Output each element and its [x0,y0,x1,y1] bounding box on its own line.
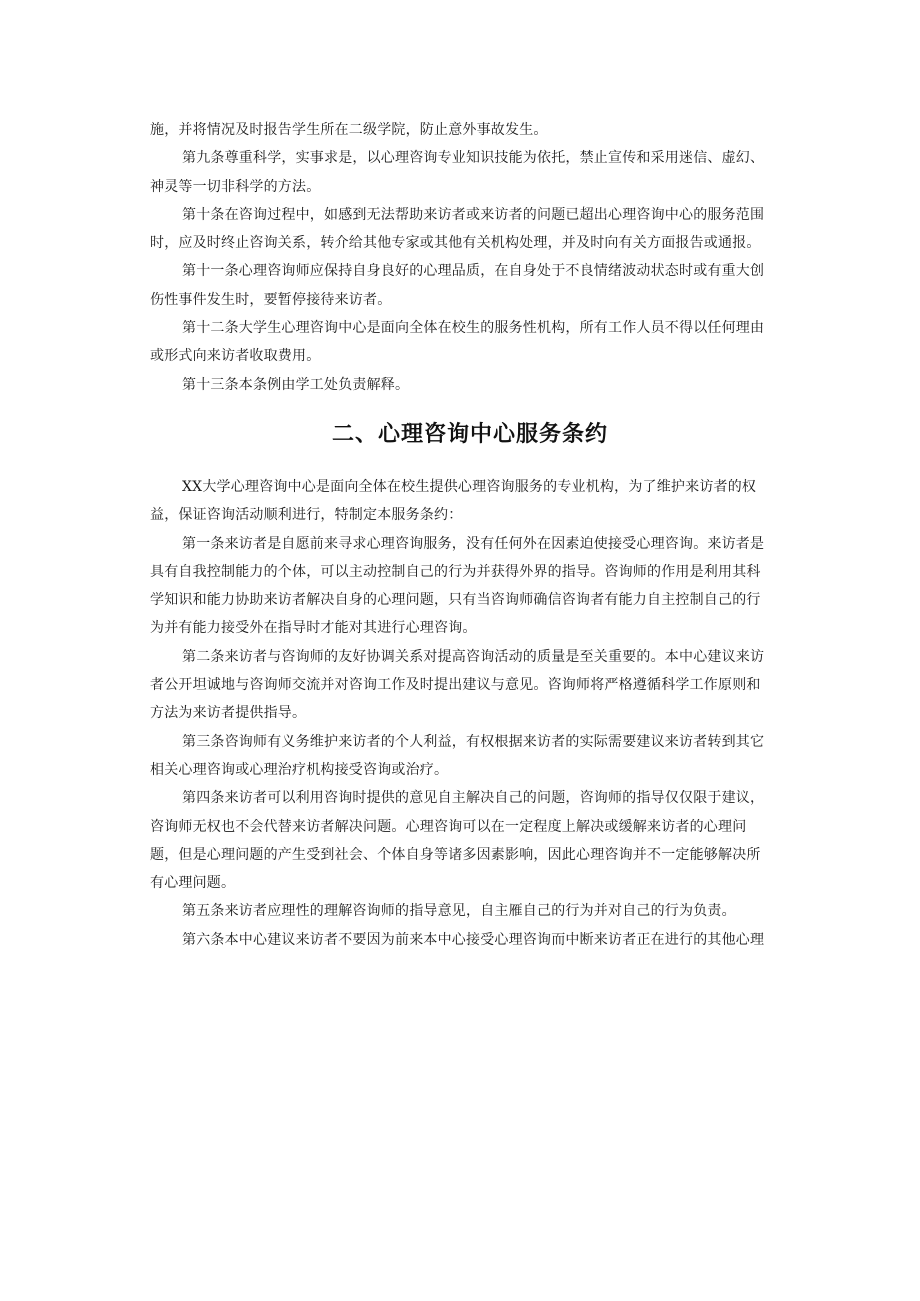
clause-3-line: 第三条咨询师有义务维护来访者的个人利益，有权根据来访者的实际需要建议来访者转到其它 [182,733,765,750]
clause-4-line: 题，但是心理问题的产生受到社会、个体自身等诸多因素影响，因此心理咨询并不一定能够解决所 [150,846,761,863]
clause-5-line: 第五条来访者应理性的理解咨询师的指导意见，自主雁自己的行为并对自己的行为负责。 [182,903,736,920]
article-12-line: 或形式向来访者收取费用。 [150,348,321,365]
article-11-line: 伤性事件发生时，要暂停接待来访者。 [150,291,392,308]
section-heading: 二、心理咨询中心服务条约 [331,421,608,447]
article-9-line: 神灵等一切非科学的方法。 [150,178,321,195]
clause-2-line: 方法为来访者提供指导。 [150,705,307,722]
clause-4-line: 咨询师无权也不会代替来访者解决问题。心理咨询可以在一定程度上解决或缓解来访者的心理问 [150,818,747,835]
clause-2-line: 第二条来访者与咨询师的友好协调关系对提高咨询活动的质量是至关重要的。本中心建议来访 [182,648,765,665]
clause-6-line: 第六条本中心建议来访者不要因为前来本中心接受心理咨询而中断来访者正在进行的其他心理 [182,931,765,948]
clause-1-line: 具有自我控制能力的个体，可以主动控制自己的行为并获得外界的指导。咨询师的作用是利用其科 [150,563,761,580]
clause-4-line: 第四条来访者可以利用咨询时提供的意见自主解决自己的问题，咨询师的指导仅仅限于建议， [182,790,765,807]
clause-4-line: 有心理问题。 [150,875,236,892]
paragraph-line: 施，并将情况及时报告学生所在二级学院，防止意外事故发生。 [150,122,548,138]
clause-1-line: 为并有能力接受外在指导时才能对其进行心理咨询。 [150,620,477,637]
intro-line: XX大学心理咨询中心是面向全体在校生提供心理咨询服务的专业机构，为了维护来访者的权 [182,478,757,495]
article-9-line: 第九条尊重科学，实事求是，以心理咨询专业知识技能为依托，禁止宣传和采用迷信、虚幻、 [182,150,765,167]
clause-1-line: 第一条来访者是自愿前来寻求心理咨询服务，没有任何外在因素迫使接受心理咨询。来访者是 [182,535,765,552]
clause-3-line: 相关心理咨询或心理治疗机构接受咨询或治疗。 [150,761,449,778]
article-10-line: 第十条在咨询过程中，如感到无法帮助来访者或来访者的问题已超出心理咨询中心的服务范围 [182,206,765,223]
intro-line: 益，保证咨询活动顺利进行，特制定本服务条约： [150,507,463,524]
clause-1-line: 学知识和能力协助来访者解决自身的心理问题，只有当咨询师确信咨询者有能力自主控制自己的行 [150,592,761,609]
clause-2-line: 者公开坦诚地与咨询师交流并对咨询工作及时提出建议与意见。咨询师将严格遵循科学工作原则和 [150,677,761,694]
article-13-line: 第十三条本条例由学工处负责解释。 [182,376,410,393]
article-11-line: 第十一条心理咨询师应保持自身良好的心理品质，在自身处于不良情绪波动状态时或有重大创 [182,263,765,280]
document-page [150,116,790,954]
article-10-line: 时，应及时终止咨询关系，转介给其他专家或其他有关机构处理，并及时向有关方面报告或通报。 [150,235,761,252]
article-12-line: 第十二条大学生心理咨询中心是面向全体在校生的服务性机构，所有工作人员不得以任何理由 [182,320,765,337]
